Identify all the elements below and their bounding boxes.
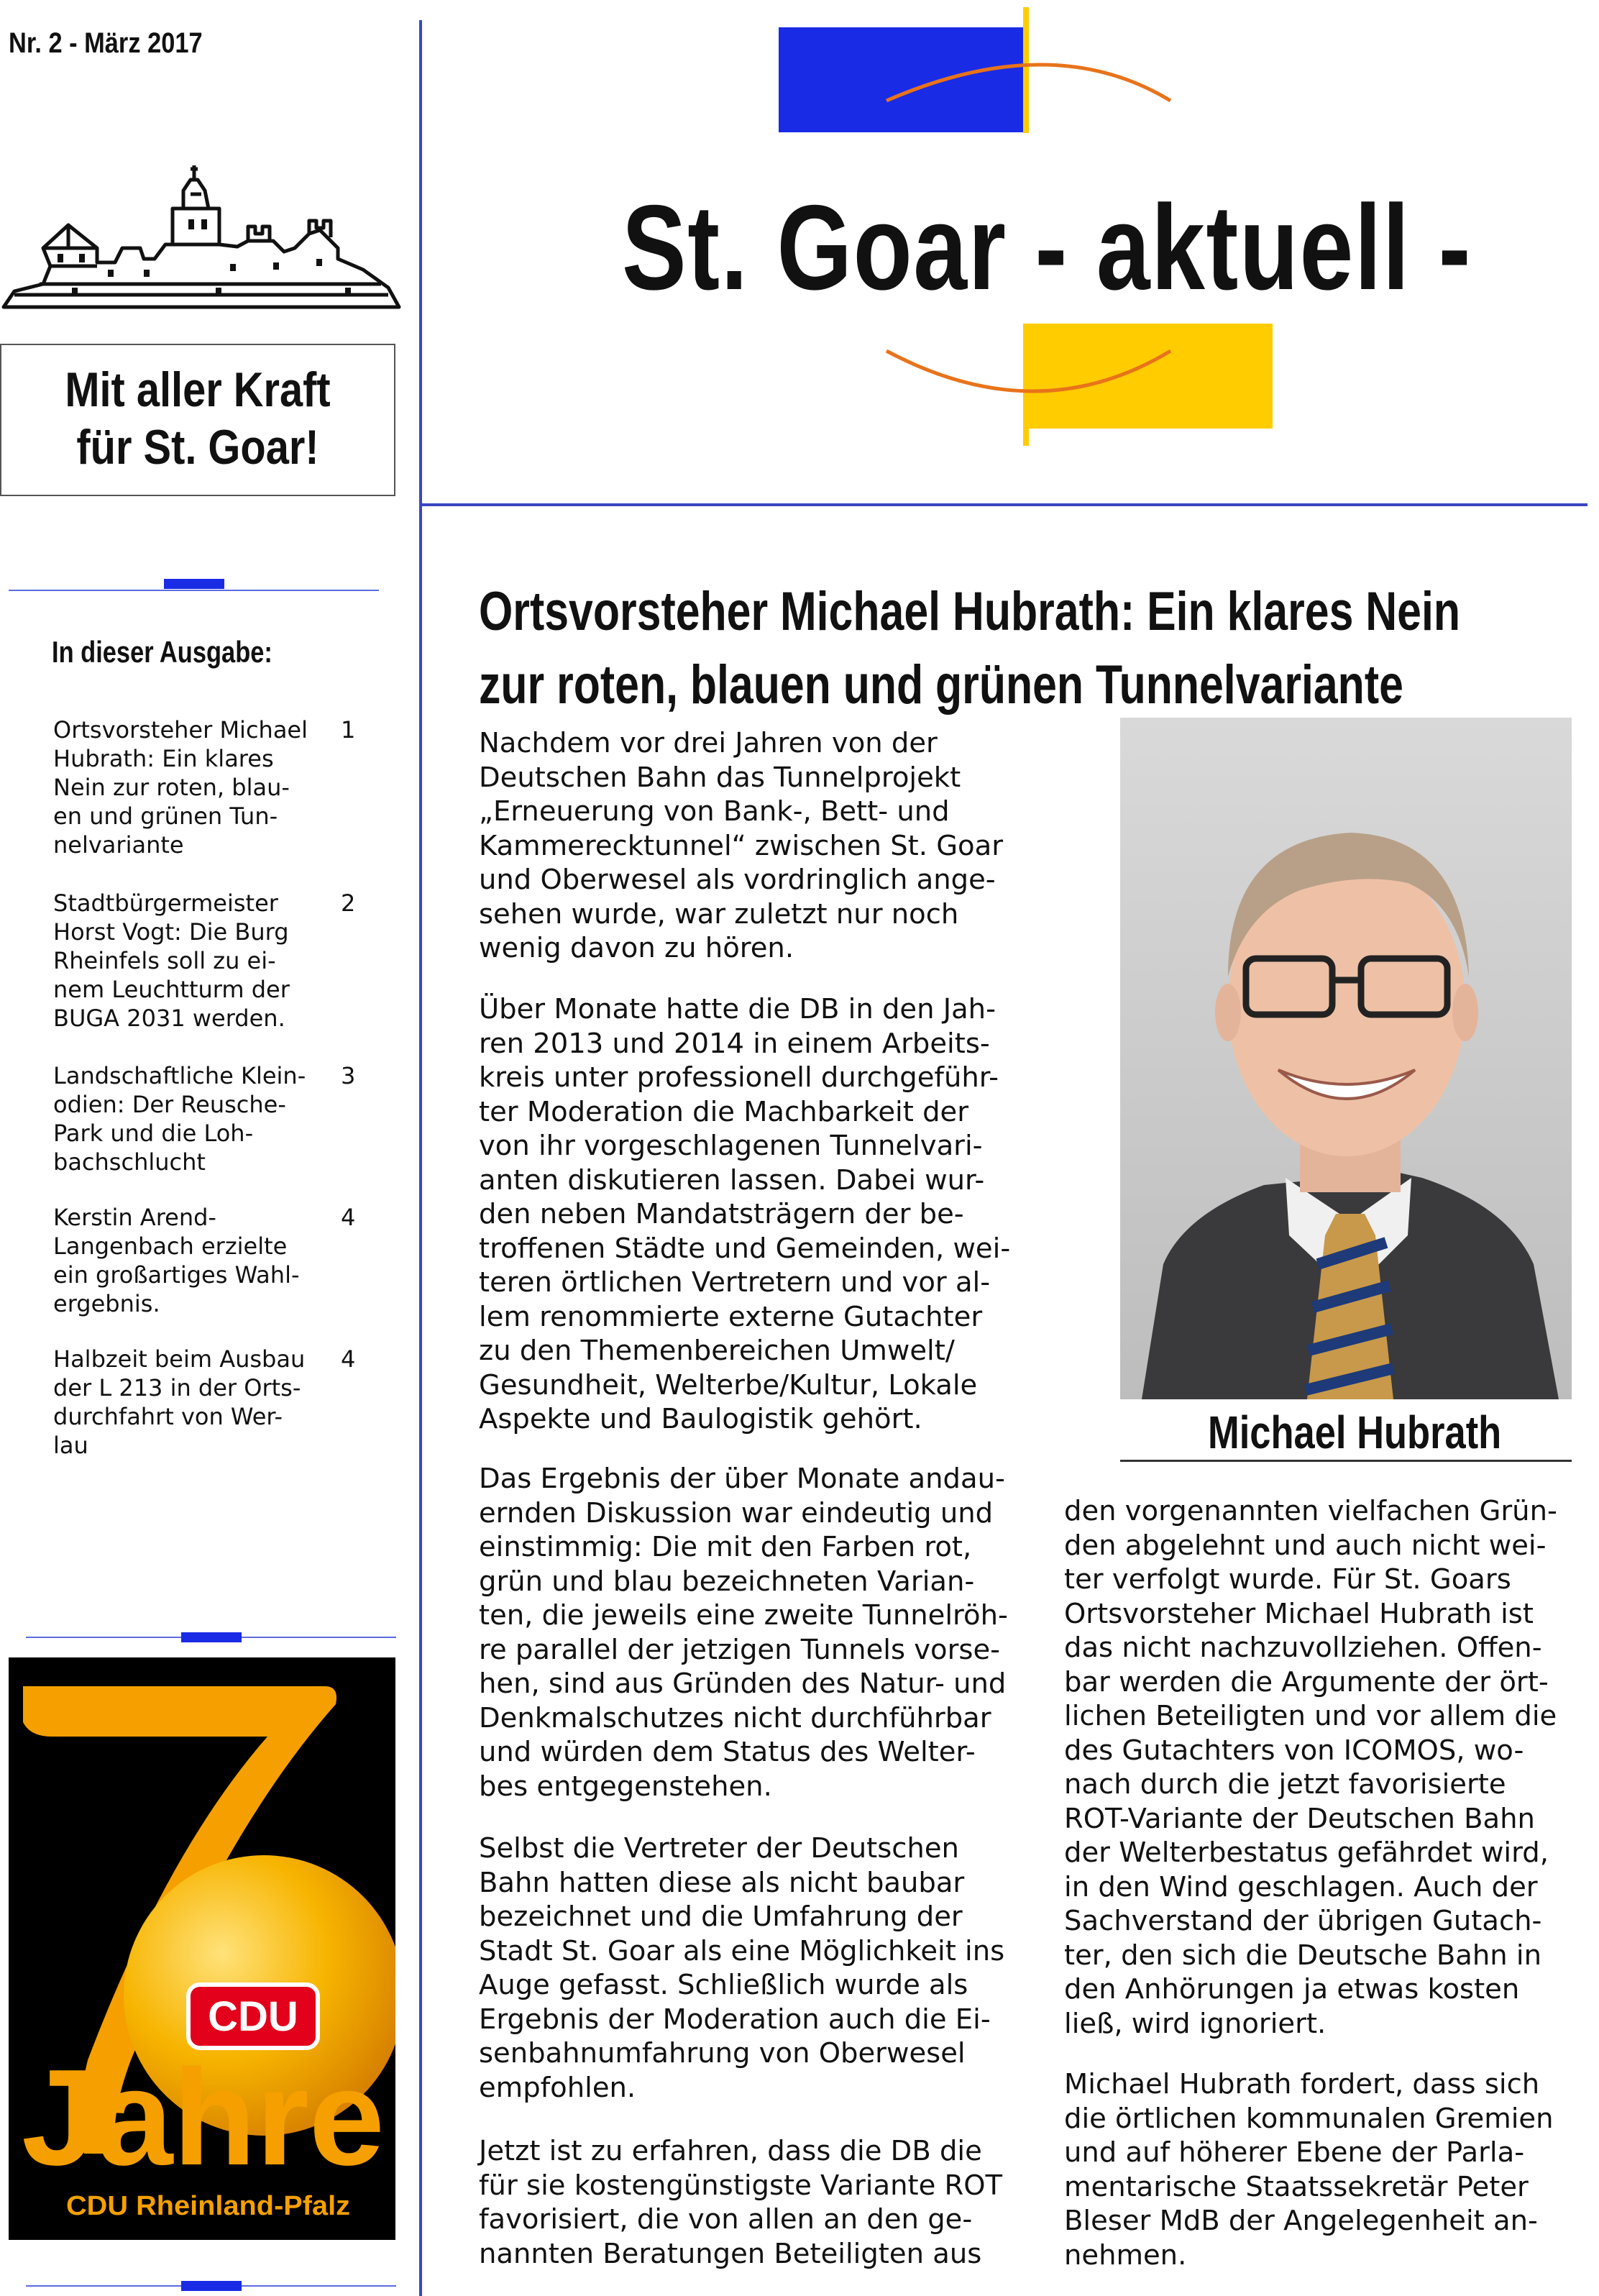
- toc-item-text: BUGA 2031 werden.: [53, 1005, 285, 1032]
- paragraph-line: wenig davon zu hören.: [479, 932, 794, 964]
- issue-date: Nr. 2 - März 2017: [9, 27, 203, 59]
- paragraph-line: des Gutachters von ICOMOS, wo-: [1064, 1734, 1524, 1767]
- toc-item-text: Langenbach erzielte: [53, 1232, 288, 1260]
- cdu-badge-text: CDU: [208, 1993, 298, 2040]
- toc-item-text: ein großartiges Wahl-: [53, 1261, 300, 1289]
- paragraph-line: anten diskutieren lassen. Dabei wur-: [479, 1163, 985, 1197]
- paragraph-line: den vorgenannten vielfachen Grün-: [1064, 1495, 1557, 1527]
- toc-item-text: nelvariante: [53, 831, 184, 859]
- motto-line-1: Mit aller Kraft: [65, 362, 331, 417]
- paragraph-line: ter Moderation die Machbarkeit der: [479, 1095, 969, 1128]
- paragraph-line: ernden Diskussion war eindeutig und: [479, 1496, 994, 1529]
- paragraph-line: Denkmalschutzes nicht durchführbar: [479, 1701, 991, 1734]
- toc-page-number: 3: [341, 1062, 356, 1089]
- paragraph-line: Kammerecktunnel“ zwischen St. Goar: [479, 829, 1004, 862]
- toc-item-text: bachschlucht: [53, 1148, 206, 1176]
- portrait-illustration: [1120, 718, 1572, 1399]
- yellow-vertical-bar-lower: [1023, 324, 1029, 446]
- toc-item[interactable]: [53, 889, 355, 1033]
- paragraph-line: Stadt St. Goar als eine Möglichkeit ins: [479, 1934, 1005, 1967]
- paragraph-line: grün und blau bezeichneten Varian-: [479, 1565, 975, 1598]
- column-divider: [419, 20, 422, 2296]
- toc-item[interactable]: [53, 1061, 355, 1176]
- paragraph-line: Auge gefasst. Schließlich wurde als: [479, 1969, 968, 2001]
- paragraph-line: Deutschen Bahn das Tunnelprojekt: [479, 761, 961, 794]
- paragraph-line: den neben Mandatsträgern der be-: [479, 1198, 964, 1230]
- cdu-70-years-logo: [9, 1657, 395, 2240]
- paragraph-line: in den Wind geschlagen. Auch der: [1064, 1870, 1538, 1903]
- toc-item-text: der L 213 in der Orts-: [53, 1374, 301, 1401]
- toc-item-text: Ortsvorsteher Michael: [53, 716, 308, 744]
- paragraph-line: bes entgegenstehen.: [479, 1770, 772, 1803]
- headline-line: zur roten, blauen und grünen Tunnelvariante: [479, 654, 1403, 715]
- paragraph-line: empfohlen.: [479, 2071, 636, 2104]
- paragraph-line: nannten Beratungen Beteiligten aus: [479, 2237, 982, 2270]
- toc-item-text: en und grünen Tun-: [53, 802, 278, 830]
- toc-item-text: Stadtbürgermeister: [53, 889, 278, 917]
- toc-item[interactable]: [53, 715, 355, 859]
- paragraph-line: Über Monate hatte die DB in den Jah-: [479, 993, 996, 1025]
- paragraph-line: mentarische Staatssekretär Peter: [1064, 2170, 1529, 2203]
- paragraph-line: von ihr vorgeschlagenen Tunnelvari-: [479, 1130, 983, 1162]
- paragraph-line: die örtlichen kommunalen Gremien: [1064, 2102, 1554, 2135]
- article-paragraph: [479, 2134, 1002, 2271]
- sidebar-rule-middle-mark: [181, 1632, 242, 1642]
- paragraph-line: lichen Beteiligten und vor allem die: [1064, 1700, 1557, 1732]
- article-paragraph: [479, 1831, 1004, 2105]
- toc-item-text: Nein zur roten, blau-: [53, 774, 290, 801]
- toc-item-text: lau: [53, 1432, 88, 1459]
- toc-item-text: ergebnis.: [53, 1290, 160, 1317]
- paragraph-line: ten, die jeweils eine zweite Tunnelröh-: [479, 1599, 1008, 1632]
- cdu-badge: [188, 1985, 318, 2048]
- article-paragraph: [1064, 2067, 1554, 2272]
- paragraph-line: troffenen Städte und Gemeinden, wei-: [479, 1232, 1011, 1265]
- headline-line: Ortsvorsteher Michael Hubrath: Ein klares Nein: [479, 581, 1461, 642]
- toc-item-text: Hubrath: Ein klares: [53, 745, 274, 772]
- paragraph-line: lem renommierte externe Gutachter: [479, 1300, 983, 1333]
- paragraph-line: kreis unter professionell durchgeführ-: [479, 1061, 999, 1094]
- paragraph-line: nehmen.: [1064, 2238, 1187, 2272]
- paragraph-line: ROT-Variante der Deutschen Bahn: [1064, 1802, 1535, 1835]
- paragraph-line: der Welterbestatus gefährdet wird,: [1064, 1837, 1549, 1869]
- paragraph-line: den abgelehnt und auch nicht wei-: [1064, 1529, 1547, 1562]
- paragraph-line: re parallel der jetzigen Tunnels vorse-: [479, 1633, 1001, 1666]
- toc-item-text: Kerstin Arend-: [53, 1204, 216, 1231]
- portrait-photo: [1120, 718, 1572, 1399]
- toc-page-number: 1: [341, 716, 356, 744]
- paragraph-line: ter verfolgt wurde. Für St. Goars: [1064, 1563, 1511, 1596]
- logo-artwork: [9, 1657, 395, 2240]
- sidebar-rule-top: [9, 590, 379, 591]
- paragraph-line: den Anhörungen ja etwas kosten: [1064, 1973, 1520, 2005]
- paragraph-line: Jetzt ist zu erfahren, dass die DB die: [479, 2135, 982, 2167]
- paragraph-line: Selbst die Vertreter der Deutschen: [479, 1832, 959, 1865]
- toc-item-text: nem Leuchtturm der: [53, 976, 290, 1003]
- paragraph-line: ließ, wird ignoriert.: [1064, 2007, 1327, 2040]
- paragraph-line: sehen wurde, war zuletzt nur noch: [479, 897, 959, 930]
- paragraph-line: Ergebnis der Moderation auch die Ei-: [479, 2003, 991, 2036]
- paragraph-line: und Oberwesel als vordringlich ange-: [479, 864, 996, 896]
- paragraph-line: Ortsvorsteher Michael Hubrath ist: [1064, 1597, 1534, 1630]
- paragraph-line: für sie kostengünstigste Variante ROT: [479, 2169, 1003, 2202]
- paragraph-line: das nicht nachzuvollziehen. Offen-: [1064, 1632, 1542, 1664]
- toc-page-number: 4: [341, 1345, 356, 1373]
- paragraph-line: Bahn hatten diese als nicht baubar: [479, 1866, 965, 1899]
- castle-illustration: [0, 140, 403, 313]
- toc-item-text: durchfahrt von Wer-: [53, 1403, 283, 1430]
- motto-line-2: für St. Goar!: [76, 420, 319, 475]
- article-paragraph: [479, 1462, 1008, 1803]
- paragraph-line: Nachdem vor drei Jahren von der: [479, 727, 938, 759]
- article-paragraph: [479, 992, 1010, 1437]
- toc-item[interactable]: [53, 1345, 355, 1460]
- toc-page-number: 4: [341, 1204, 356, 1231]
- toc-page-number: 2: [341, 889, 356, 917]
- logo-jahre-text: Jahre: [22, 2041, 385, 2194]
- toc-item-text: Rheinfels soll zu ei-: [53, 947, 276, 974]
- paragraph-line: favorisiert, die von allen an den ge-: [479, 2203, 973, 2236]
- toc-item-text: Park und die Loh-: [53, 1120, 254, 1147]
- paragraph-line: Bleser MdB der Angelegenheit an-: [1064, 2205, 1538, 2237]
- paragraph-line: Das Ergebnis der über Monate andau-: [479, 1463, 1005, 1495]
- yellow-vertical-bar: [1023, 7, 1029, 133]
- toc-item-text: odien: Der Reusche-: [53, 1091, 286, 1118]
- paragraph-line: bar werden die Argumente der ört-: [1064, 1665, 1549, 1698]
- article-paragraph: [479, 726, 1003, 966]
- caption-rule: [1120, 1460, 1572, 1462]
- paragraph-line: Michael Hubrath fordert, dass sich: [1064, 2068, 1540, 2100]
- paragraph-line: Sachverstand der übrigen Gutach-: [1064, 1905, 1542, 1937]
- paragraph-line: bezeichnet und die Umfahrung der: [479, 1901, 963, 1933]
- paragraph-line: Aspekte und Baulogistik gehört.: [479, 1403, 922, 1435]
- paragraph-line: und auf höherer Ebene der Parla-: [1064, 2136, 1525, 2169]
- paragraph-line: zu den Themenbereichen Umwelt/: [479, 1335, 955, 1367]
- toc-item[interactable]: [53, 1203, 355, 1318]
- logo-region-text: CDU Rheinland-Pfalz: [66, 2191, 350, 2221]
- paragraph-line: Gesundheit, Welterbe/Kultur, Lokale: [479, 1368, 978, 1401]
- toc-item-text: Halbzeit beim Ausbau: [53, 1345, 306, 1373]
- toc-heading: In dieser Ausgabe:: [52, 635, 272, 669]
- paragraph-line: teren örtlichen Vertretern und vor al-: [479, 1266, 991, 1299]
- toc-item-text: Landschaftliche Klein-: [53, 1062, 306, 1089]
- paragraph-line: nach durch die jetzt favorisierte: [1064, 1768, 1506, 1801]
- paragraph-line: einstimmig: Die mit den Farben rot,: [479, 1531, 972, 1563]
- paragraph-line: und würden dem Status des Welter-: [479, 1736, 976, 1768]
- paragraph-line: hen, sind aus Gründen des Natur- und: [479, 1668, 1007, 1700]
- photo-caption: Michael Hubrath: [1208, 1407, 1502, 1458]
- sidebar-rule-top-mark: [164, 579, 224, 589]
- logo-number-hidden: 70: [9, 1657, 10, 1658]
- article-headline: [479, 575, 1572, 722]
- paragraph-line: senbahnumfahrung von Oberwesel: [479, 2037, 966, 2069]
- header-rule: [419, 503, 1587, 506]
- sidebar-rule-bottom-mark: [181, 2281, 242, 2291]
- paragraph-line: „Erneuerung von Bank-, Bett- und: [479, 795, 950, 828]
- toc-item-text: Horst Vogt: Die Burg: [53, 918, 289, 946]
- paragraph-line: ter, den sich die Deutsche Bahn in: [1064, 1939, 1541, 1972]
- masthead-title: St. Goar - aktuell -: [622, 180, 1472, 315]
- paragraph-line: ren 2013 und 2014 in einem Arbeits-: [479, 1027, 990, 1060]
- article-paragraph: [1064, 1494, 1557, 2041]
- motto-box: [0, 344, 395, 496]
